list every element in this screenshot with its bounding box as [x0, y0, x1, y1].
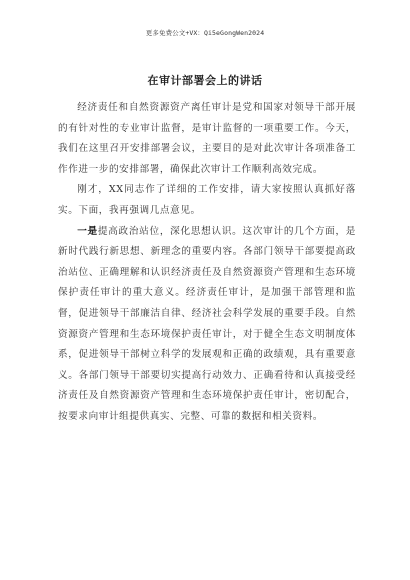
paragraph-3-lead: 一是	[77, 225, 98, 237]
paragraph-1	[58, 98, 356, 180]
paragraph-1-text: 经济责任和自然资源资产离任审计是党和国家对领导干部开展的有针对性的专业审计监督，是审计监督的一项重要工作。今天，我们在这里召开安排部署会议，主要目的是对此次审计各项准备工作作进一步的安排部署，确保此次审计工作顺利高效完成。	[58, 102, 356, 175]
paragraph-3-text: 提高政治站位，深化思想认识。这次审计的几个方面，是新时代践行新思想、新理念的重要内容。各部门领导干部要提高政治站位、正确理解和认识经济责任及自然资源资产管理和生态环境保护责任审计的重大意义。经济责任审计，是加强干部管理和监督，促进领导干部廉洁自律、经济社会科学发展的重要手段。自然资源资产管理和生态环境保护责任审计，对于健全生态文明制度体系，促进领导干部树立科学的发展观和正确的政绩观，具有重要意义。各部门领导干部要切实提高行动效力、正确看待和认真接受经济责任及自然资源资产管理和生态环境保护责任审计，密切配合，按要求向审计组提供真实、完整、可靠的数据和相关资料。	[58, 225, 357, 422]
document-body	[58, 98, 356, 428]
paragraph-3	[58, 222, 356, 428]
header-note: 更多免费公文+VX：Qi5eGongWen2024	[145, 29, 265, 37]
page-title: 在审计部署会上的讲话	[147, 74, 263, 87]
paragraph-2-text: 刚才，XX同志作了详细的工作安排，请大家按照认真抓好落实。下面，我再强调几点意见。	[58, 184, 356, 216]
paragraph-2	[58, 180, 356, 221]
